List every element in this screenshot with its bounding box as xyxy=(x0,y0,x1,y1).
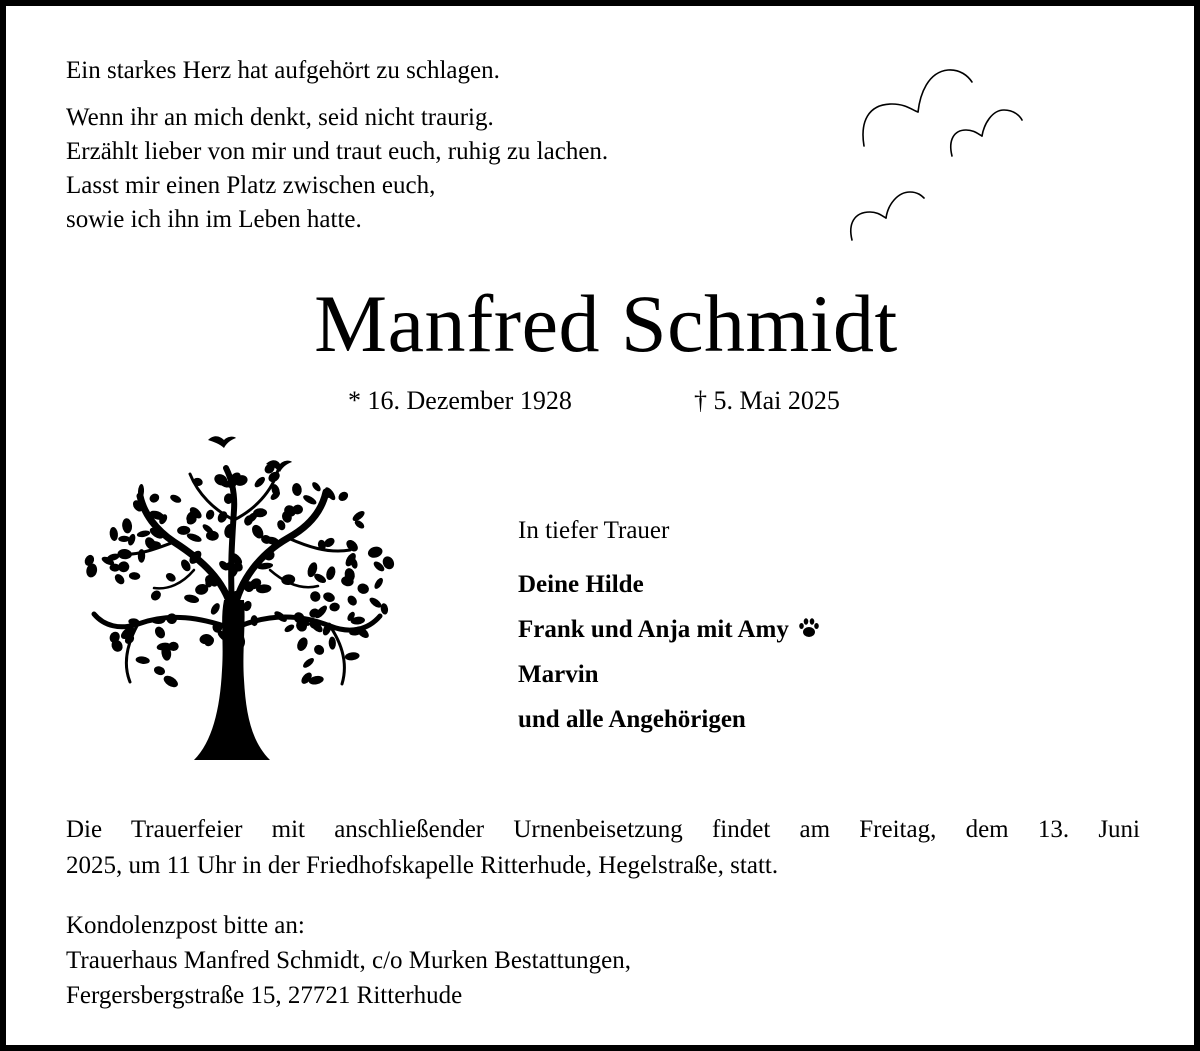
tree-leaf xyxy=(308,589,322,603)
tree-leaf xyxy=(291,482,302,496)
condolence-address xyxy=(66,908,631,1013)
tree-leaf xyxy=(209,602,222,617)
tree-leaf xyxy=(113,572,126,586)
tree-leaf xyxy=(283,623,295,634)
tree-leaf xyxy=(322,591,337,604)
tree-leaf xyxy=(325,565,337,581)
ceremony-info xyxy=(66,812,1140,884)
tree-leaf xyxy=(148,492,161,504)
tree-leaf xyxy=(129,572,141,580)
tree-leaf xyxy=(183,593,200,604)
death-date: † 5. Mai 2025 xyxy=(694,386,840,415)
mourner-name: Marvin xyxy=(518,661,599,688)
tree-leaf xyxy=(153,665,167,677)
tree-leaf xyxy=(117,548,132,559)
tree-leaf xyxy=(136,529,151,538)
tree-leaf xyxy=(204,508,215,521)
verse-line: Erzählt lieber von mir und traut euch, ruhig zu lachen. xyxy=(66,138,609,165)
tree-leaf xyxy=(169,493,183,504)
condolence-line: Kondolenzpost bitte an: xyxy=(66,912,305,939)
tree-leaf xyxy=(253,475,267,489)
tree-leaf xyxy=(346,594,359,608)
condolence-line: Trauerhaus Manfred Schmidt, c/o Murken Bestattungen, xyxy=(66,947,631,974)
verse-line: Lasst mir einen Platz zwischen euch, xyxy=(66,172,436,199)
tree-leaf xyxy=(109,527,119,542)
birth-date: * 16. Dezember 1928 xyxy=(348,386,572,415)
tree-leaf xyxy=(121,518,132,534)
tree-leaf xyxy=(192,477,204,487)
mourner-name: Frank und Anja mit Amy xyxy=(518,616,789,643)
tree-leaf xyxy=(356,582,370,595)
mourner-list xyxy=(518,568,821,748)
tree-of-life-icon xyxy=(74,430,404,766)
tree-leaf xyxy=(135,656,150,665)
verse xyxy=(66,101,608,237)
flying-birds-icon xyxy=(844,64,1034,246)
tree-leaf xyxy=(373,577,385,591)
tree-leaf xyxy=(367,545,384,559)
mourner-name-with-pet xyxy=(518,613,821,658)
mourning-intro: In tiefer Trauer xyxy=(518,517,670,544)
tree-leaf xyxy=(138,549,146,563)
deceased-name: Manfred Schmidt xyxy=(314,278,898,369)
ceremony-line: 2025, um 11 Uhr in der Friedhofskapelle Ritterhude, Hegelstraße, statt. xyxy=(66,852,779,879)
condolence-line: Fergersbergstraße 15, 27721 Ritterhude xyxy=(66,982,463,1009)
tree-leaf xyxy=(302,493,318,506)
tree-leaf xyxy=(380,603,389,615)
tree-leaf xyxy=(177,526,191,535)
verse-opening-line: Ein starkes Herz hat aufgehört zu schlagen. xyxy=(66,57,500,84)
tree-leaf xyxy=(329,602,340,612)
tree-leaf xyxy=(149,589,163,603)
tree-leaf xyxy=(153,625,167,640)
tree-leaf xyxy=(162,673,180,689)
tree-leaf xyxy=(328,636,336,649)
tree-leaf xyxy=(295,636,310,653)
mourner-name: Deine Hilde xyxy=(518,571,644,598)
tree-leaf xyxy=(301,656,315,669)
verse-line: Wenn ihr an mich denkt, seid nicht traurig. xyxy=(66,104,494,131)
tree-leaf xyxy=(164,611,179,626)
ceremony-line: Die Trauerfeier mit anschließender Urnenbeisetzung findet am Freitag, dem 13. Juni xyxy=(66,816,1140,843)
verse-line: sowie ich ihn im Leben hatte. xyxy=(66,206,362,233)
paw-print-icon xyxy=(797,616,821,640)
tree-leaf xyxy=(344,651,360,661)
tree-leaf xyxy=(311,481,323,493)
tree-leaf xyxy=(164,571,177,583)
tree-leaf xyxy=(337,490,350,503)
mourner-name: und alle Angehörigen xyxy=(518,706,746,733)
tree-leaf xyxy=(312,643,326,657)
